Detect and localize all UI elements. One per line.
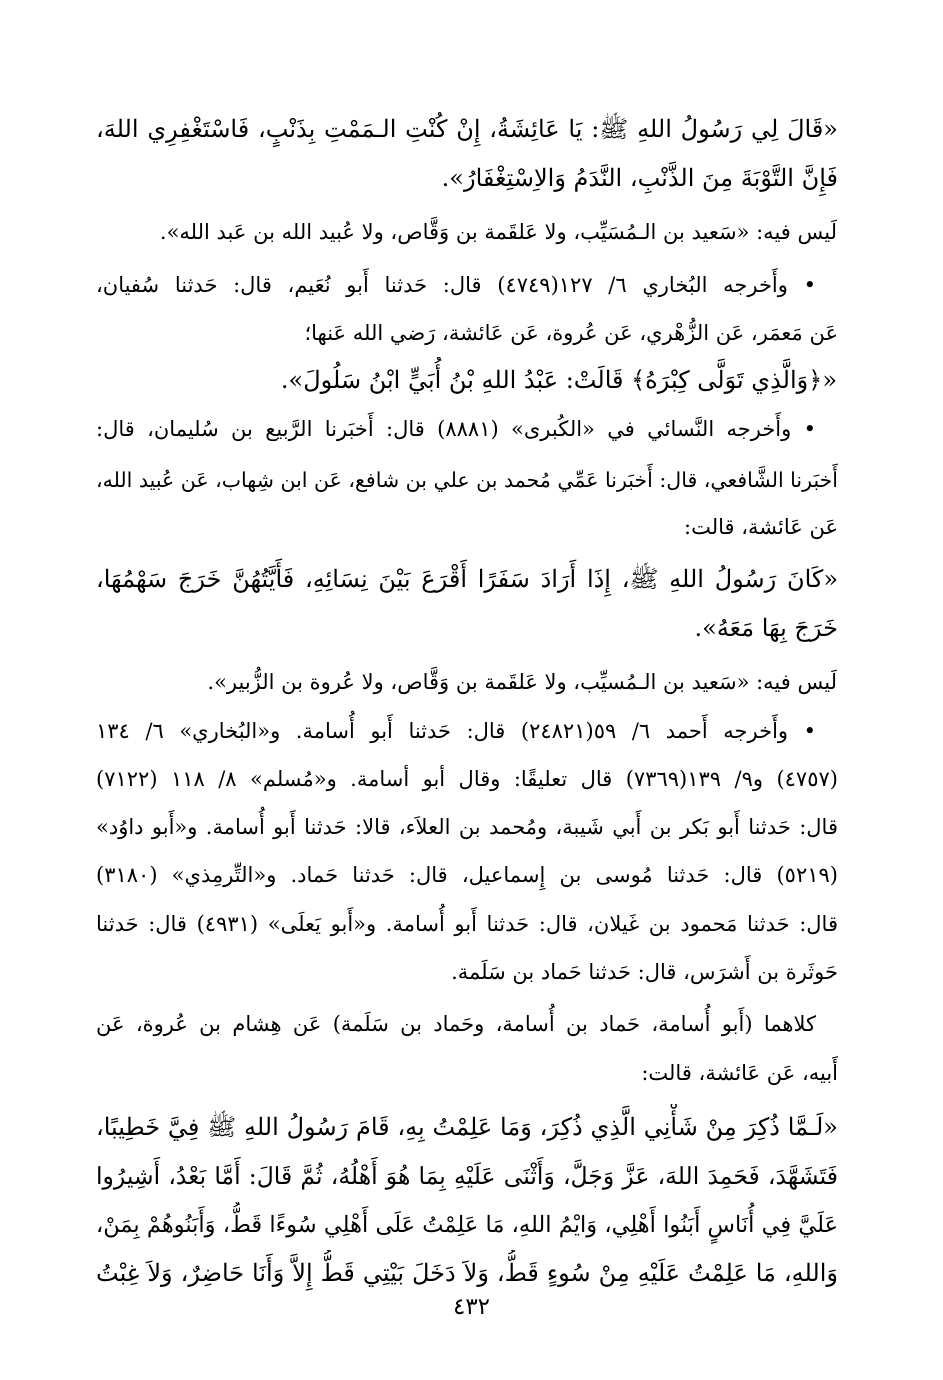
chain-line: أَبيه، عَن عَائشة، قالت: bbox=[641, 1061, 838, 1085]
hadith-text-line: وَاللهِ، مَا عَلِمْتُ عَلَيْهِ مِنْ سُوءٍ قَطُّ، وَلاَ دَخَلَ بَيْتِي قَطُّ إِلاَّ وَأَنَا حَاضِرٌ، وَلاَ غِبْتُ bbox=[96, 1259, 838, 1287]
hadith-text-line: «لَـمَّا ذُكِرَ مِنْ شَأْنِي الَّذِي ذُكِرَ، وَمَا عَلِمْتُ بِهِ، قَامَ رَسُولُ اللهِ ﷺ فِيَّ خَطِيبًا، bbox=[96, 1113, 838, 1141]
hadith-text-line: «﴿وَالَّذِي تَوَلَّى كِبْرَهُ﴾ قَالَتْ: عَبْدُ اللهِ بْنُ أُبَيٍّ ابْنُ سَلُولَ». bbox=[280, 366, 837, 394]
hadith-text-line: «كَانَ رَسُولُ اللهِ ﷺ، إِذَا أَرَادَ سَفَرًا أَقْرَعَ بَيْنَ نِسَائِهِ، فَأَيَّتُهُنَّ خَرَجَ سَهْمُهَا، bbox=[96, 565, 838, 593]
chain-line: عَن مَعمَر، عَن الزُّهْري، عَن عُروة، عَن عَائشة، رَضي الله عَنها؛ bbox=[304, 321, 838, 345]
chain-line: كلاهما (أَبو أُسامة، حَماد بن أُسامة، وحَماد بن سَلَمة) عَن هِشام بن عُروة، عَن bbox=[96, 1012, 816, 1036]
chain-line: قال: حَدثنا مَحمود بن غَيلان، قال: حَدثنا أَبو أُسامة. و«أَبو يَعلَى» (٤٩٣١) قال: حَدثنا bbox=[96, 912, 838, 936]
chain-line: (٤٧٥٧) و٩/ ١٣٩(٧٣٦٩) قال تعليقًا: وقال أبو أسامة. و«مُسلم» ٨/ ١١٨ (٧١٢٢) bbox=[96, 767, 838, 791]
note-line: لَيس فيه: «سَعيد بن الـمُسَيِّب، ولا عَلقَمة بن وَقَّاص، ولا عُبيد الله بن عَبد الله». bbox=[159, 220, 837, 244]
page-number: ٤٣٢ bbox=[452, 1294, 491, 1320]
chain-line: أَخبَرنا الشَّافعي، قال: أَخبَرنا عَمِّي مُحمد بن علي بن شافع، عَن ابن شِهاب، عَن عُبيد الله، bbox=[96, 468, 838, 492]
chain-line: • وأَخرجه أَحمد ٦/ ٥٩(٢٤٨٢١) قال: حَدثنا أَبو أُسامة. و«البُخاري» ٦/ ١٣٤ bbox=[96, 719, 816, 743]
note-line: لَيس فيه: «سَعيد بن الـمُسيِّب، ولا عَلقَمة بن وَقَّاص، ولا عُروة بن الزُّبير». bbox=[207, 670, 837, 694]
chain-line: قال: حَدثنا أَبو بَكر بن أَبي شَيبة، ومُحمد بن العلاَء، قالا: حَدثنا أَبو أُسامة. و«أَبو داوُد» bbox=[96, 815, 838, 839]
hadith-text-line: خَرَجَ بِهَا مَعَهُ». bbox=[694, 614, 838, 642]
chain-line: • وأَخرجه النَّسائي في «الكُبرى» (٨٨٨١) قال: أَخبَرنا الرَّبيع بن سُليمان، قال: bbox=[96, 417, 816, 441]
chain-line: عَن عَائشة، قالت: bbox=[684, 515, 838, 539]
hadith-text-line: «قَالَ لِي رَسُولُ اللهِ ﷺ: يَا عَائِشَةُ، إِنْ كُنْتِ الـمَمْتِ بِذَنْبٍ، فَاسْتَغْفِرِي اللهَ، bbox=[96, 115, 838, 143]
hadith-text-line: فَتَشَهَّدَ، فَحَمِدَ اللهَ، عَزَّ وَجَلَّ، وَأَثْنَى عَلَيْهِ بِمَا هُوَ أَهْلُهُ، ثُمَّ قَالَ: أَمَّا بَعْدُ، أَشِيرُوا bbox=[96, 1162, 838, 1190]
chain-line: حَوثَرة بن أَشرَس، قال: حَدثنا حَماد بن سَلَمة. bbox=[451, 960, 838, 984]
hadith-text-line: فَإِنَّ التَّوْبَةَ مِنَ الذَّنْبِ، النَّدَمُ وَالاِسْتِغْفَارُ». bbox=[441, 164, 838, 192]
hadith-text-line: عَلَيَّ فِي أُنَاسٍ أَبَنُوا أَهْلِي، وَايْمُ اللهِ، مَا عَلِمْتُ عَلَى أَهْلِي سُوءًا قَطُّ، وَأَبَنُوهُمْ بِمَنْ، bbox=[96, 1212, 838, 1238]
chain-line: (٥٢١٩) قال: حَدثنا مُوسى بن إِسماعيل، قال: حَدثنا حَماد. و«التِّرمِذي» (٣١٨٠) bbox=[96, 863, 838, 887]
chain-line: • وأَخرجه البُخاري ٦/ ١٢٧(٤٧٤٩) قال: حَدثنا أَبو نُعَيم، قال: حَدثنا سُفيان، bbox=[96, 273, 816, 297]
